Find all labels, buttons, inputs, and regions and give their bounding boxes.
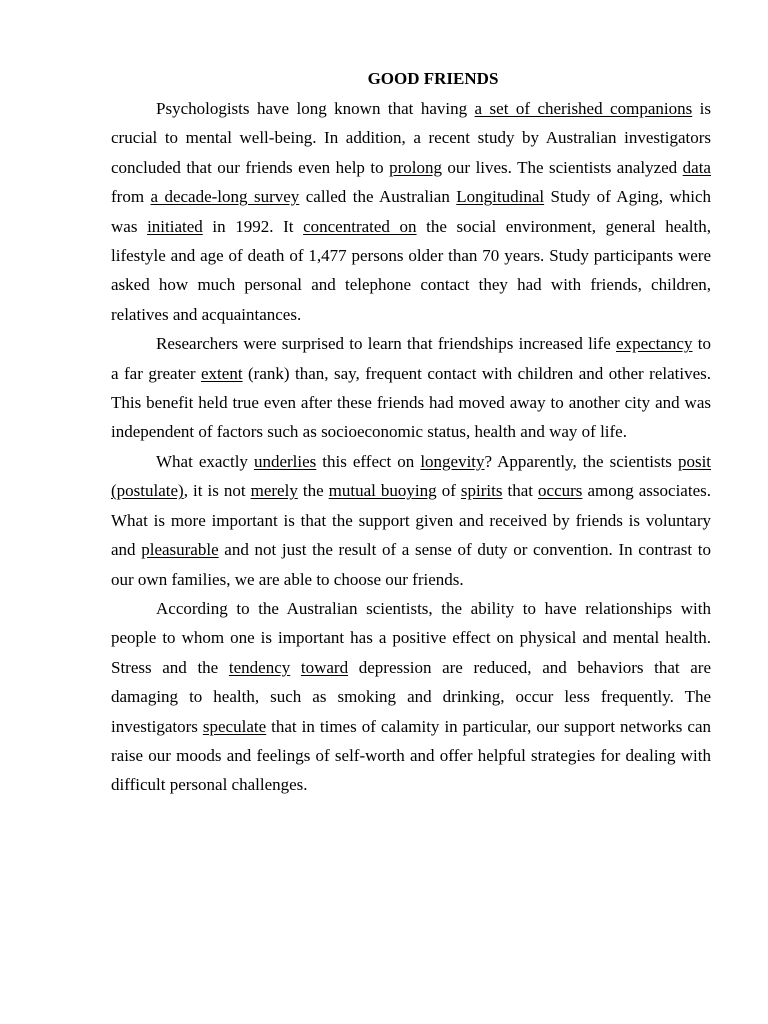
paragraph-text: and not just the result of a sense of duty or convention. In contrast to our own families, we are able to choose our friends. xyxy=(111,540,711,589)
paragraph-text: that in times of calamity in particular, our support networks can raise our moods and feelings of self-worth and offer helpful strategies for dealing with difficult personal challenges. xyxy=(111,716,711,795)
underlined-term: extent xyxy=(201,363,243,383)
paragraph xyxy=(111,329,711,447)
paragraph-text: in 1992. It xyxy=(202,216,304,236)
underlined-term: concentrated on xyxy=(303,216,417,236)
paragraph-text: from xyxy=(111,187,151,207)
underlined-term: underlies xyxy=(253,451,317,471)
underlined-term: initiated xyxy=(147,216,203,236)
paragraph-text: the social environment, general health, lifestyle and age of death of 1,477 persons older than 70 years. Study participants were asked how much personal and telephone contact they had with friends, children, relatives and acquaintances. xyxy=(111,216,712,324)
paragraph-text: Psychologists have long known that having xyxy=(156,99,475,118)
paragraph-text: Study of Aging, which was xyxy=(111,187,712,236)
underlined-term: tendency xyxy=(228,657,291,677)
underlined-term: merely xyxy=(250,481,298,501)
paragraph-text: Researchers were surprised to learn that friendships increased life xyxy=(156,334,617,354)
paragraph-text: that xyxy=(502,481,539,501)
underlined-term: a set of cherished companions xyxy=(474,99,693,118)
paragraph-text: , it is not xyxy=(183,481,251,501)
paragraph-text: According to the Australian scientists, the ability to have relationships with people to whom one is important has a positive effect on physical and mental health. Stress and the xyxy=(111,598,711,677)
paragraph-text: called the Australian xyxy=(299,187,457,207)
underlined-term: Longitudinal xyxy=(456,187,545,207)
underlined-term: data xyxy=(682,157,711,177)
underlined-term: mutual buoying xyxy=(328,481,437,501)
paragraph xyxy=(111,594,711,800)
paragraph-text: the xyxy=(297,481,329,501)
underlined-term: longevity xyxy=(420,451,485,471)
paragraph-text xyxy=(290,658,301,677)
paragraph-text: depression are reduced, and behaviors that are damaging to health, such as smoking and drinking, occur less frequently. The investigators xyxy=(111,657,712,736)
paragraph xyxy=(111,447,711,594)
paragraph xyxy=(111,94,711,329)
underlined-term: prolong xyxy=(389,157,442,177)
underlined-term: speculate xyxy=(202,716,267,736)
underlined-term: occurs xyxy=(538,481,583,501)
underlined-term: toward xyxy=(300,657,349,677)
underlined-term: spirits xyxy=(460,481,503,501)
paragraph-text: What exactly xyxy=(156,451,254,471)
underlined-term: posit (postulate) xyxy=(111,451,712,501)
underlined-term: a decade-long survey xyxy=(150,187,300,207)
underlined-term: pleasurable xyxy=(141,540,219,560)
paragraph-text: our lives. The scientists analyzed xyxy=(441,157,683,177)
paragraph-text: among associates. What is more important is that the support given and received by friends is voluntary and xyxy=(111,481,711,560)
document-title: GOOD FRIENDS xyxy=(367,69,499,88)
paragraph-text: of xyxy=(436,481,461,501)
paragraph-text: (rank) than, say, frequent contact with children and other relatives. This benefit held true even after these friends had moved away to another city and was independent of factors such as socioeconomic status, health and way of life. xyxy=(111,363,711,442)
paragraph-text: ? Apparently, the scientists xyxy=(484,451,678,471)
paragraph-text: to a far greater xyxy=(111,334,711,383)
document-page xyxy=(111,68,711,800)
paragraph-text: is crucial to mental well-being. In addition, a recent study by Australian investigators concluded that our friends even help to xyxy=(111,99,712,177)
underlined-term: expectancy xyxy=(616,334,693,354)
document-body xyxy=(111,94,711,800)
paragraph-text: this effect on xyxy=(316,451,421,471)
